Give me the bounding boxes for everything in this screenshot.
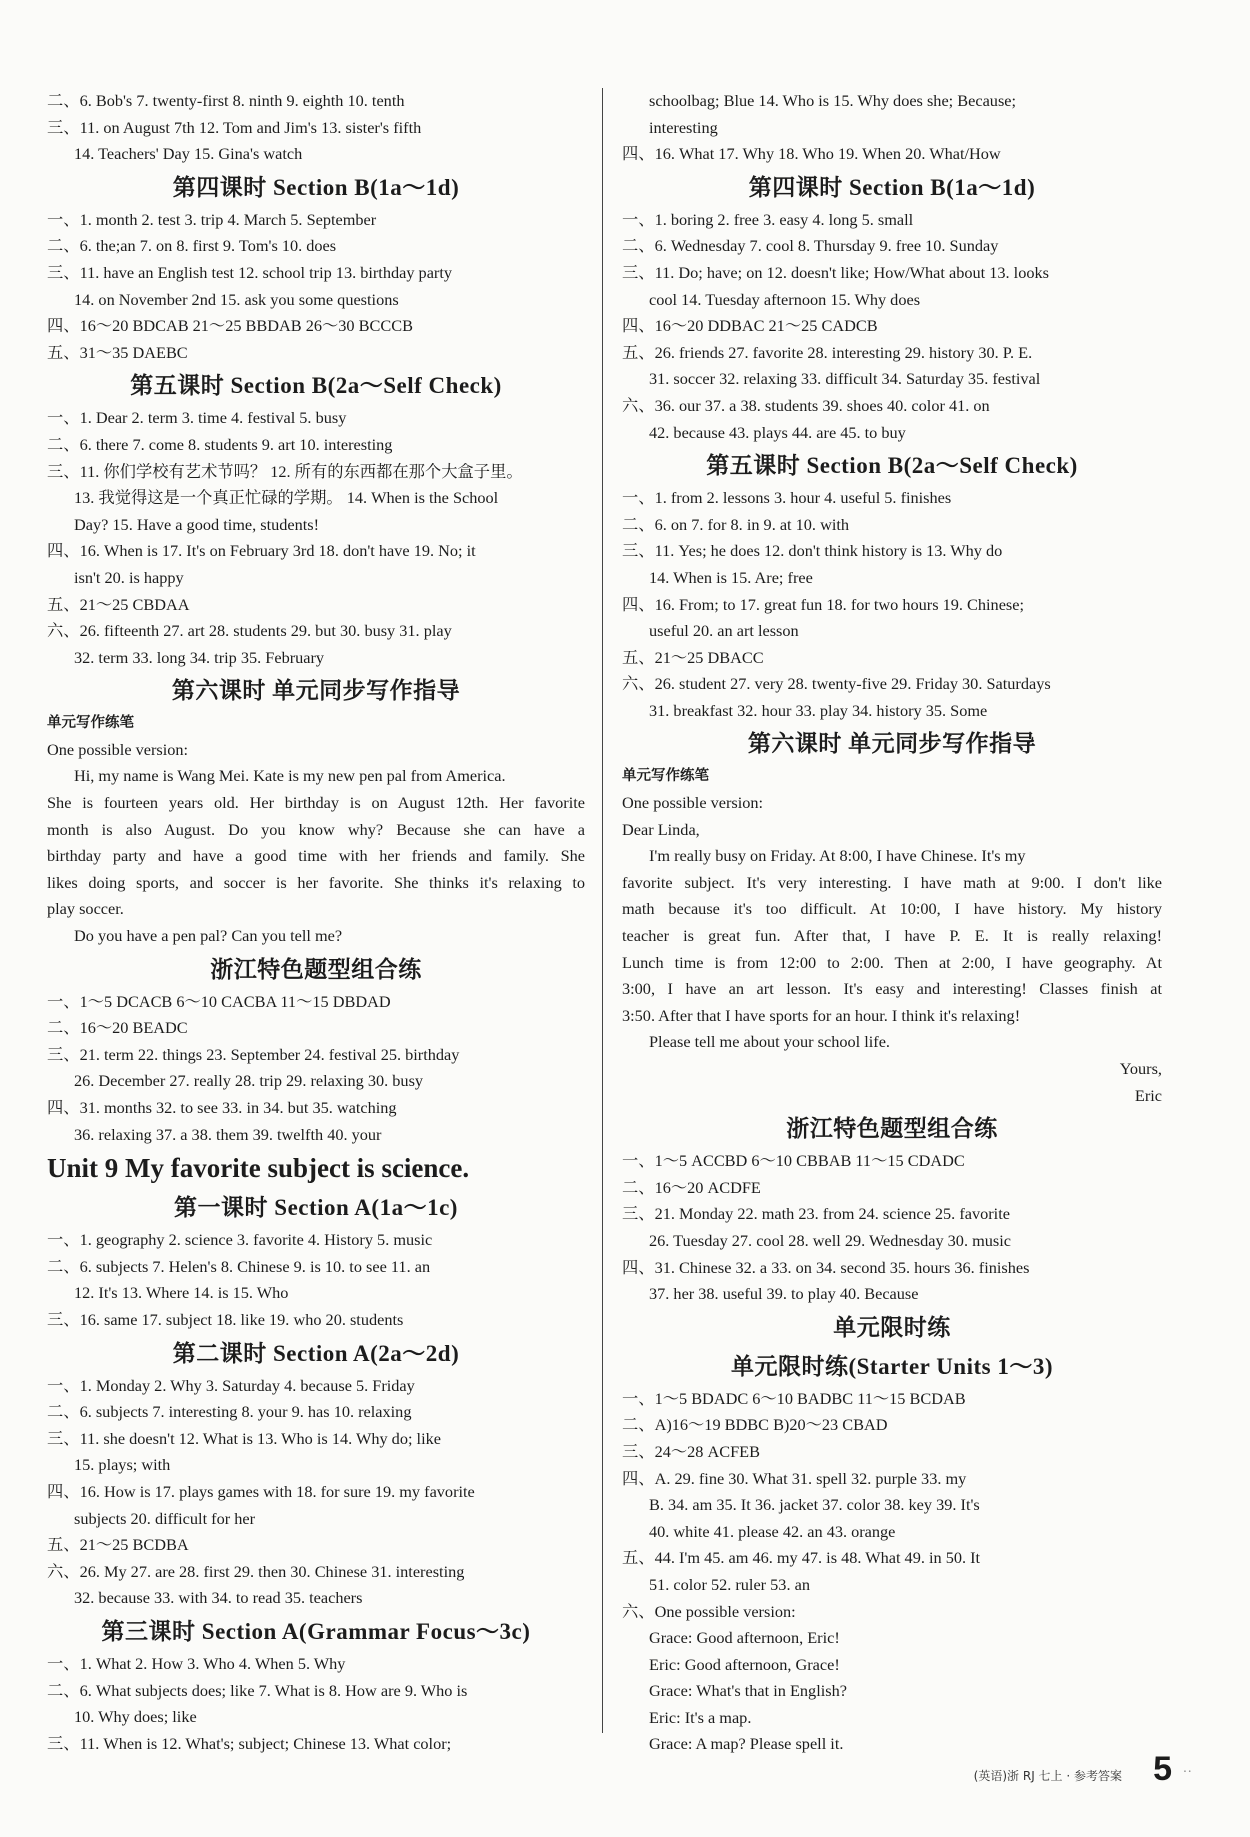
answer-line: subjects 20. difficult for her: [74, 1508, 256, 1528]
answer-line: Dear Linda,: [622, 819, 700, 839]
answer-line: likes doing sports, and soccer is her favorite. She thinks it's relaxing to: [47, 872, 585, 892]
section-heading: 单元限时练: [833, 1314, 951, 1340]
answer-line: isn't 20. is happy: [74, 567, 184, 587]
footer-text: (英语)浙 RJ 七上 · 参考答案: [973, 1769, 1122, 1783]
answer-line: 六、26. My 27. are 28. first 29. then 30. Chinese 31. interesting: [47, 1561, 465, 1581]
answer-line: 15. plays; with: [74, 1455, 171, 1475]
answer-line: favorite subject. It's very interesting. I have math at 9:00. I don't like: [622, 872, 1162, 892]
answer-line: Do you have a pen pal? Can you tell me?: [74, 926, 343, 946]
answer-line: 六、26. student 27. very 28. twenty-five 29. Friday 30. Saturdays: [622, 674, 1051, 694]
section-heading: 第四课时 Section B(1a～1d): [748, 174, 1036, 200]
answer-line: 40. white 41. please 42. an 43. orange: [649, 1521, 896, 1541]
answer-line: 一、1. month 2. test 3. trip 4. March 5. September: [47, 209, 377, 229]
answer-line: schoolbag; Blue 14. Who is 15. Why does she; Because;: [649, 91, 1017, 110]
section-heading: 浙江特色题型组合练: [210, 956, 422, 982]
answer-line: 3:50. After that I have sports for an hour. I think it's relaxing!: [622, 1005, 1021, 1025]
answer-line: 单元写作练笔: [47, 715, 134, 732]
answer-line: 二、6. on 7. for 8. in 9. at 10. with: [622, 514, 850, 534]
answer-line: 三、11. When is 12. What's; subject; Chinese 13. What color;: [47, 1733, 452, 1753]
answer-line: 一、1. geography 2. science 3. favorite 4. History 5. music: [47, 1230, 433, 1250]
answer-line: B. 34. am 35. It 36. jacket 37. color 38. key 39. It's: [649, 1495, 980, 1515]
answer-line: 三、16. same 17. subject 18. like 19. who 20. students: [47, 1309, 404, 1329]
answer-line: 四、16. How is 17. plays games with 18. for sure 19. my favorite: [47, 1481, 475, 1501]
answer-line: 三、11. have an English test 12. school trip 13. birthday party: [47, 262, 453, 282]
answer-line: Grace: A map? Please spell it.: [649, 1734, 844, 1754]
answer-line: 六、26. fifteenth 27. art 28. students 29. but 30. busy 31. play: [47, 621, 452, 641]
answer-line: 二、A)16～19 BDBC B)20～23 CBAD: [622, 1415, 888, 1435]
answer-line: birthday party and have a good time with her friends and family. She: [47, 846, 585, 866]
answer-line: 二、16～20 ACDFE: [622, 1177, 761, 1197]
corner-mark: ··: [1182, 1765, 1192, 1780]
answer-line: One possible version:: [47, 739, 189, 759]
answer-line: 四、31. Chinese 32. a 33. on 34. second 35. hours 36. finishes: [622, 1257, 1030, 1277]
answer-line: 三、11. on August 7th 12. Tom and Jim's 13. sister's fifth: [47, 117, 422, 137]
answer-line: 五、21～25 DBACC: [622, 647, 764, 667]
answer-line: 四、16. What 17. Why 18. Who 19. When 20. What/How: [622, 144, 1001, 164]
answer-line: 三、11. Do; have; on 12. doesn't like; How/What about 13. looks: [622, 262, 1049, 282]
answer-line: 二、6. there 7. come 8. students 9. art 10. interesting: [47, 434, 393, 454]
answer-line: She is fourteen years old. Her birthday is on August 12th. Her favorite: [47, 793, 585, 813]
section-heading: 第二课时 Section A(2a～2d): [172, 1340, 460, 1366]
section-heading: 第四课时 Section B(1a～1d): [172, 174, 460, 200]
answer-line: 二、6. subjects 7. Helen's 8. Chinese 9. is 10. to see 11. an: [47, 1256, 431, 1276]
answer-line: 32. term 33. long 34. trip 35. February: [74, 647, 325, 667]
answer-line: 二、16～20 BEADC: [47, 1018, 188, 1038]
section-heading: 第一课时 Section A(1a～1c): [174, 1195, 458, 1221]
answer-line: 五、21～25 BCDBA: [47, 1535, 189, 1555]
answer-line: 37. her 38. useful 39. to play 40. Because: [649, 1284, 919, 1304]
answer-line: interesting: [649, 117, 718, 137]
answer-line: 五、26. friends 27. favorite 28. interesting 29. history 30. P. E.: [622, 342, 1033, 362]
answer-line: play soccer.: [47, 899, 124, 919]
answer-line: 三、11. she doesn't 12. What is 13. Who is 14. Why do; like: [47, 1428, 441, 1448]
answer-line: 26. Tuesday 27. cool 28. well 29. Wednesday 30. music: [649, 1230, 1011, 1250]
answer-line: 三、21. Monday 22. math 23. from 24. science 25. favorite: [622, 1204, 1010, 1224]
answer-line: 二、6. the;an 7. on 8. first 9. Tom's 10. does: [47, 236, 337, 256]
section-heading: 第六课时 单元同步写作指导: [171, 678, 461, 704]
section-heading: 第六课时 单元同步写作指导: [747, 731, 1037, 757]
page-number: 5: [1153, 1750, 1172, 1788]
answer-line: 一、1～5 DCACB 6～10 CACBA 11～15 DBDAD: [47, 991, 391, 1011]
answer-line: 42. because 43. plays 44. are 45. to buy: [649, 422, 906, 442]
section-heading: 浙江特色题型组合练: [786, 1116, 998, 1142]
answer-line: 一、1. from 2. lessons 3. hour 4. useful 5. finishes: [622, 488, 952, 508]
answer-line: 36. relaxing 37. a 38. them 39. twelfth 40. your: [74, 1124, 382, 1144]
answer-line: 三、21. term 22. things 23. September 24. festival 25. birthday: [47, 1044, 460, 1064]
answer-line: 一、1. Monday 2. Why 3. Saturday 4. because 5. Friday: [47, 1375, 415, 1395]
answer-line: 12. It's 13. Where 14. is 15. Who: [74, 1283, 289, 1303]
answer-line: 31. soccer 32. relaxing 33. difficult 34. Saturday 35. festival: [649, 369, 1041, 389]
answer-line: 六、One possible version:: [622, 1601, 796, 1621]
answer-line: 四、16～20 BDCAB 21～25 BBDAB 26～30 BCCCB: [47, 316, 413, 336]
column-divider: [602, 88, 603, 1733]
answer-line: 二、6. What subjects does; like 7. What is 8. How are 9. Who is: [47, 1680, 468, 1700]
section-heading: 第五课时 Section B(2a～Self Check): [130, 373, 502, 399]
answer-line: Eric: [1134, 1085, 1162, 1105]
answer-line: 一、1. boring 2. free 3. easy 4. long 5. small: [622, 209, 914, 229]
answer-line: 五、31～35 DAEBC: [47, 342, 188, 362]
answer-line: 五、44. I'm 45. am 46. my 47. is 48. What 49. in 50. It: [622, 1548, 981, 1568]
answer-line: 一、1～5 ACCBD 6～10 CBBAB 11～15 CDADC: [622, 1151, 965, 1171]
answer-line: teacher is great fun. After that, I have P. E. It is really relaxing!: [622, 926, 1162, 946]
section-heading: Unit 9 My favorite subject is science.: [47, 1153, 470, 1184]
section-heading: 单元限时练(Starter Units 1～3): [730, 1353, 1054, 1379]
answer-line: 四、16～20 DDBAC 21～25 CADCB: [622, 316, 878, 336]
answer-line: 一、1～5 BDADC 6～10 BADBC 11～15 BCDAB: [622, 1388, 966, 1408]
section-heading: 第三课时 Section A(Grammar Focus～3c): [101, 1618, 531, 1644]
answer-line: math because it's too difficult. At 10:00, I have history. My history: [622, 899, 1162, 919]
answer-line: 四、16. When is 17. It's on February 3rd 18. don't have 19. No; it: [47, 541, 476, 561]
answer-line: 一、1. Dear 2. term 3. time 4. festival 5. busy: [47, 408, 347, 428]
answer-line: 32. because 33. with 34. to read 35. teachers: [74, 1588, 363, 1608]
answer-line: 五、21～25 CBDAA: [47, 594, 190, 614]
answer-line: Yours,: [1119, 1059, 1162, 1078]
answer-line: 14. When is 15. Are; free: [649, 567, 813, 587]
answer-line: Day? 15. Have a good time, students!: [74, 514, 320, 534]
left-column: [47, 88, 585, 1757]
answer-line: 14. Teachers' Day 15. Gina's watch: [74, 144, 303, 164]
answer-line: Grace: What's that in English?: [649, 1681, 847, 1701]
answer-line: 二、6. Wednesday 7. cool 8. Thursday 9. free 10. Sunday: [622, 236, 999, 256]
answer-line: Hi, my name is Wang Mei. Kate is my new pen pal from America.: [74, 766, 506, 786]
answer-line: 四、16. From; to 17. great fun 18. for two hours 19. Chinese;: [622, 594, 1025, 614]
answer-line: Grace: Good afternoon, Eric!: [649, 1628, 840, 1648]
answer-line: 二、6. subjects 7. interesting 8. your 9. has 10. relaxing: [47, 1402, 412, 1422]
answer-line: 14. on November 2nd 15. ask you some questions: [74, 289, 399, 309]
right-column: [622, 88, 1162, 1758]
answer-line: Eric: It's a map.: [649, 1707, 752, 1727]
answer-line: Lunch time is from 12:00 to 2:00. Then at 2:00, I have geography. At: [622, 952, 1162, 972]
answer-line: 四、A. 29. fine 30. What 31. spell 32. purple 33. my: [622, 1468, 967, 1488]
answer-line: 一、1. What 2. How 3. Who 4. When 5. Why: [47, 1653, 346, 1673]
answer-line: 3:00, I have an art lesson. It's easy and interesting! Classes finish at: [622, 979, 1162, 999]
answer-line: 31. breakfast 32. hour 33. play 34. history 35. Some: [649, 700, 988, 720]
answer-line: 10. Why does; like: [74, 1707, 197, 1727]
answer-line: 13. 我觉得这是一个真正忙碌的学期。 14. When is the School: [74, 488, 499, 508]
answer-line: Eric: Good afternoon, Grace!: [649, 1654, 840, 1674]
answer-line: One possible version:: [622, 793, 764, 813]
answer-line: 四、31. months 32. to see 33. in 34. but 35. watching: [47, 1098, 397, 1117]
answer-line: month is also August. Do you know why? Because she can have a: [47, 819, 585, 839]
answer-line: Please tell me about your school life.: [649, 1032, 890, 1052]
answer-line: 三、11. 你们学校有艺术节吗？ 12. 所有的东西都在那个大盒子里。: [47, 461, 523, 481]
answer-line: 51. color 52. ruler 53. an: [649, 1574, 810, 1594]
answer-line: I'm really busy on Friday. At 8:00, I have Chinese. It's my: [649, 846, 1026, 866]
answer-line: 六、36. our 37. a 38. students 39. shoes 40. color 41. on: [622, 395, 990, 415]
answer-line: 26. December 27. really 28. trip 29. relaxing 30. busy: [74, 1071, 424, 1091]
answer-line: 三、11. Yes; he does 12. don't think history is 13. Why do: [622, 541, 1003, 561]
answer-line: 三、24～28 ACFEB: [622, 1441, 760, 1461]
answer-line: cool 14. Tuesday afternoon 15. Why does: [649, 289, 921, 309]
answer-line: 二、6. Bob's 7. twenty-first 8. ninth 9. eighth 10. tenth: [47, 91, 405, 110]
answer-line: 单元写作练笔: [622, 768, 709, 785]
answer-line: useful 20. an art lesson: [649, 621, 799, 641]
section-heading: 第五课时 Section B(2a～Self Check): [706, 453, 1078, 479]
